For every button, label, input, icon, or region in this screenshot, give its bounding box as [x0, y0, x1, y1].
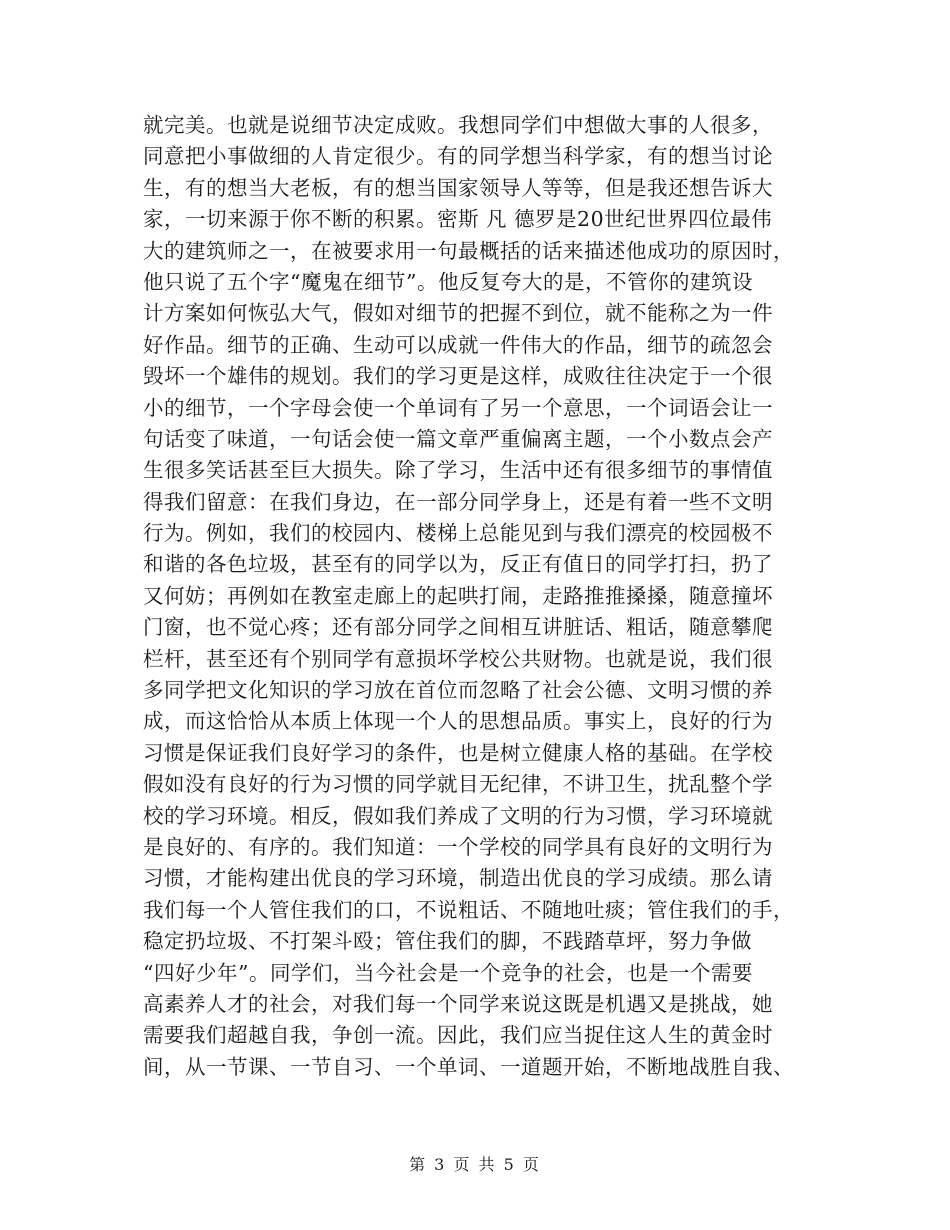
body-text [143, 110, 843, 1083]
text-line: 同意把小事做细的人肯定很少。有的同学想当科学家，有的想当讨论 [143, 144, 773, 169]
text-line: 句话变了味道，一句话会使一篇文章严重偏离主题，一个小数点会产 [143, 426, 773, 451]
text-line: 大的建筑师之一，在被要求用一句最概括的话来描述他成功的原因时， [143, 238, 794, 263]
text-line: 习惯是保证我们良好学习的条件，也是树立健康人格的基础。在学校 [143, 740, 773, 765]
text-line: 栏杆，甚至还有个别同学有意损坏学校公共财物。也就是说，我们很 [143, 646, 773, 671]
text-line: 校的学习环境。相反，假如我们养成了文明的行为习惯，学习环境就 [143, 803, 773, 828]
text-line: 和谐的各色垃圾，甚至有的同学以为，反正有值日的同学打扫，扔了 [143, 552, 773, 577]
text-line: 生，有的想当大老板，有的想当国家领导人等等，但是我还想告诉大 [143, 175, 773, 200]
text-line: 需要我们超越自我，争创一流。因此，我们应当捉住这人生的黄金时 [143, 1023, 773, 1048]
text-line: 好作品。细节的正确、生动可以成就一件伟大的作品，细节的疏忽会 [143, 332, 773, 357]
text-line: 小的细节，一个字母会使一个单词有了另一个意思，一个词语会让一 [143, 395, 773, 420]
text-line: 计方案如何恢弘大气，假如对细节的把握不到位，就不能称之为一件 [143, 301, 773, 326]
text-line: 得我们留意：在我们身边，在一部分同学身上，还是有着一些不文明 [143, 489, 773, 514]
text-line: 间，从一节课、一节自习、一个单词、一道题开始，不断地战胜自我、 [143, 1054, 794, 1079]
text-line: 多同学把文化知识的学习放在首位而忽略了社会公德、文明习惯的养 [143, 678, 773, 703]
page-footer: 第 3 页 共 5 页 [409, 1155, 541, 1174]
text-line: 毁坏一个雄伟的规划。我们的学习更是这样，成败往往决定于一个很 [143, 364, 773, 389]
text-line: 高素养人才的社会，对我们每一个同学来说这既是机遇又是挑战，她 [143, 991, 773, 1016]
text-line: “四好少年”。同学们，当今社会是一个竞争的社会，也是一个需要 [143, 960, 753, 985]
text-line: 稳定扔垃圾、不打架斗殴；管住我们的脚，不践踏草坪，努力争做 [143, 929, 752, 954]
text-line: 行为。例如，我们的校园内、楼梯上总能见到与我们漂亮的校园极不 [143, 521, 773, 546]
text-line: 就完美。也就是说细节决定成败。我想同学们中想做大事的人很多， [143, 113, 773, 137]
text-line: 门窗，也不觉心疼；还有部分同学之间相互讲脏话、粗话，随意攀爬 [143, 615, 773, 640]
text-line: 他只说了五个字“魔鬼在细节”。他反复夸大的是，不管你的建筑设 [143, 269, 753, 294]
text-line: 生很多笑话甚至巨大损失。除了学习，生活中还有很多细节的事情值 [143, 458, 773, 483]
text-line: 家，一切来源于你不断的积累。密斯 凡 德罗是20世纪世界四位最伟 [143, 207, 773, 232]
text-line: 成，而这恰恰从本质上体现一个人的思想品质。事实上，良好的行为 [143, 709, 773, 734]
text-line: 又何妨；再例如在教室走廊上的起哄打闹，走路推推搡搡，随意撞坏 [143, 583, 773, 608]
text-line: 我们每一个人管住我们的口，不说粗话、不随地吐痰；管住我们的手， [143, 897, 794, 922]
text-line: 假如没有良好的行为习惯的同学就目无纪律，不讲卫生，扰乱整个学 [143, 772, 773, 797]
text-line: 习惯，才能构建出优良的学习环境，制造出优良的学习成绩。那么请 [143, 866, 773, 891]
text-line: 是良好的、有序的。我们知道：一个学校的同学具有良好的文明行为 [143, 834, 773, 859]
